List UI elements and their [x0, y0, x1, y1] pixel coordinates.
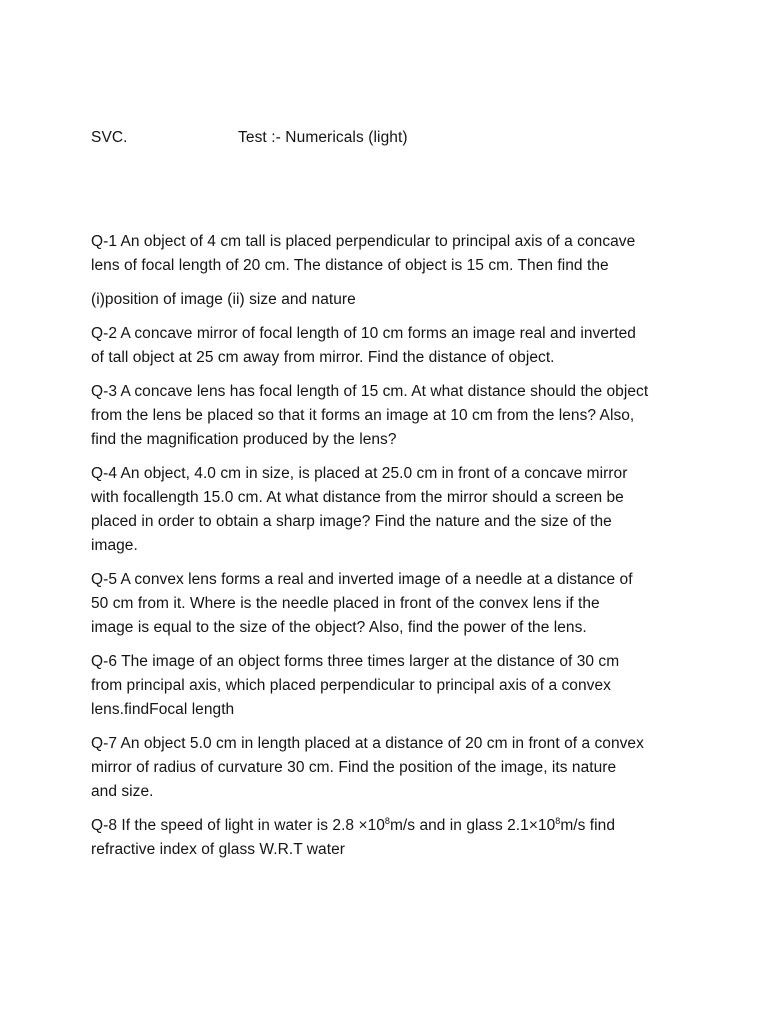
question-line: Q-7 An object 5.0 cm in length placed at a distance of 20 cm in front of a convex [91, 735, 644, 752]
question-line: from the lens be placed so that it forms an image at 10 cm from the lens? Also, [91, 407, 635, 424]
question-7 [91, 732, 691, 804]
question-line: image. [91, 537, 138, 554]
question-line: mirror of radius of curvature 30 cm. Find the position of the image, its nature [91, 759, 617, 776]
question-1 [91, 230, 691, 278]
question-line: Q-5 A convex lens forms a real and inverted image of a needle at a distance of [91, 571, 633, 588]
question-line: 50 cm from it. Where is the needle placed in front of the convex lens if the [91, 595, 600, 612]
question-line: find the magnification produced by the lens? [91, 431, 397, 448]
question-line: image is equal to the size of the object? Also, find the power of the lens. [91, 619, 587, 636]
question-line: Q-4 An object, 4.0 cm in size, is placed at 25.0 cm in front of a concave mirror [91, 465, 628, 482]
question-line [91, 814, 691, 838]
header [91, 129, 691, 151]
question-line: with focallength 15.0 cm. At what distance from the mirror should a screen be [91, 489, 624, 506]
question-line: Q-3 A concave lens has focal length of 15 cm. At what distance should the object [91, 383, 649, 400]
question-line: (i)position of image (ii) size and nature [91, 291, 356, 308]
question-line: from principal axis, which placed perpendicular to principal axis of a convex [91, 677, 611, 694]
question-line: and size. [91, 783, 154, 800]
question-line: Q-2 A concave mirror of focal length of 10 cm forms an image real and inverted [91, 325, 636, 342]
question-list [91, 230, 691, 872]
question-line: of tall object at 25 cm away from mirror. Find the distance of object. [91, 349, 555, 366]
question-line: refractive index of glass W.R.T water [91, 841, 345, 858]
question-5 [91, 568, 691, 640]
question-2 [91, 322, 691, 370]
question-1-subparts [91, 288, 691, 312]
question-4 [91, 462, 691, 558]
school-name: SVC. [91, 129, 128, 146]
question-6 [91, 650, 691, 722]
question-line: lens.findFocal length [91, 701, 235, 718]
q8-exponent-2: 8 [555, 816, 561, 826]
question-line: lens of focal length of 20 cm. The distance of object is 15 cm. Then find the [91, 257, 609, 274]
question-3 [91, 380, 691, 452]
q8-text-part1: Q-8 If the speed of light in water is 2.8 ×10 [91, 817, 385, 834]
q8-exponent-1: 8 [384, 816, 390, 826]
question-line: placed in order to obtain a sharp image? Find the nature and the size of the [91, 513, 612, 530]
q8-text-part3: m/s find [560, 817, 615, 834]
question-line: Q-6 The image of an object forms three times larger at the distance of 30 cm [91, 653, 620, 670]
question-8 [91, 814, 691, 862]
q8-text-part2: m/s and in glass 2.1×10 [389, 817, 556, 834]
question-line: Q-1 An object of 4 cm tall is placed perpendicular to principal axis of a concave [91, 233, 636, 250]
test-title: Test :- Numericals (light) [238, 129, 408, 146]
